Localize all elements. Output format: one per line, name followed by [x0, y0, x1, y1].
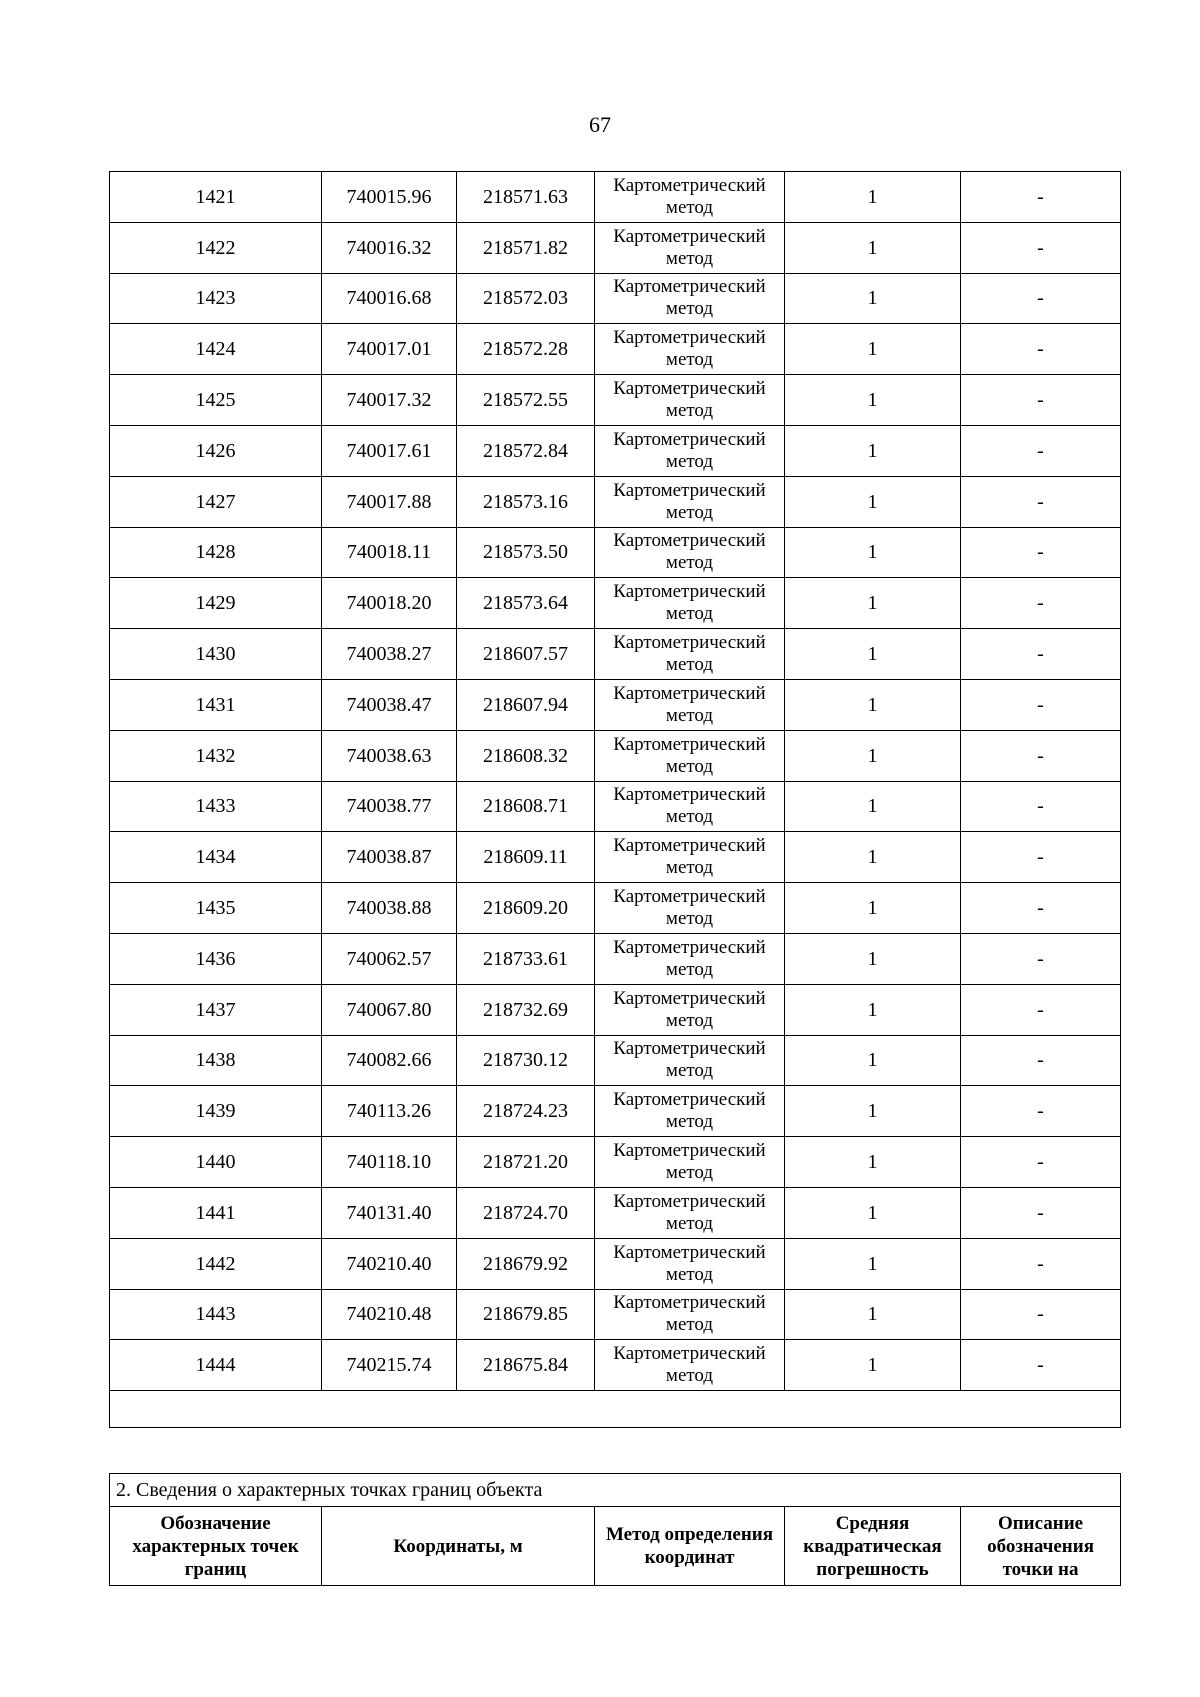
error-cell: 1 [785, 1238, 961, 1289]
table-row [110, 1086, 1121, 1137]
point-cell: 1437 [110, 984, 322, 1035]
y-coordinate-cell: 218724.70 [457, 1187, 595, 1238]
description-cell: - [961, 1086, 1121, 1137]
table-row [110, 679, 1121, 730]
error-cell: 1 [785, 527, 961, 578]
y-coordinate-cell: 218679.92 [457, 1238, 595, 1289]
description-cell: - [961, 1187, 1121, 1238]
description-cell: - [961, 629, 1121, 680]
x-coordinate-cell: 740038.77 [322, 781, 457, 832]
point-cell: 1432 [110, 730, 322, 781]
y-coordinate-cell: 218608.32 [457, 730, 595, 781]
x-coordinate-cell: 740118.10 [322, 1137, 457, 1188]
y-coordinate-cell: 218721.20 [457, 1137, 595, 1188]
description-cell: - [961, 679, 1121, 730]
empty-row [110, 1391, 1121, 1428]
point-cell: 1444 [110, 1340, 322, 1391]
y-coordinate-cell: 218571.63 [457, 172, 595, 223]
y-coordinate-cell: 218607.57 [457, 629, 595, 680]
y-coordinate-cell: 218679.85 [457, 1289, 595, 1340]
y-coordinate-cell: 218730.12 [457, 1035, 595, 1086]
method-cell: Картометрический метод [595, 1340, 785, 1391]
section-title: 2. Сведения о характерных точках границ объекта [110, 1474, 1121, 1507]
description-cell: - [961, 578, 1121, 629]
table-row [110, 1340, 1121, 1391]
error-cell: 1 [785, 1035, 961, 1086]
description-cell: - [961, 172, 1121, 223]
table-row [110, 476, 1121, 527]
method-cell: Картометрический метод [595, 578, 785, 629]
error-cell: 1 [785, 832, 961, 883]
description-cell: - [961, 1137, 1121, 1188]
table-row [110, 578, 1121, 629]
method-cell: Картометрический метод [595, 883, 785, 934]
description-cell: - [961, 324, 1121, 375]
x-coordinate-cell: 740016.68 [322, 273, 457, 324]
method-cell: Картометрический метод [595, 172, 785, 223]
header-coordinates: Координаты, м [322, 1507, 595, 1586]
description-cell: - [961, 984, 1121, 1035]
x-coordinate-cell: 740017.01 [322, 324, 457, 375]
point-cell: 1435 [110, 883, 322, 934]
table-row [110, 375, 1121, 426]
y-coordinate-cell: 218724.23 [457, 1086, 595, 1137]
method-cell: Картометрический метод [595, 1086, 785, 1137]
point-cell: 1427 [110, 476, 322, 527]
method-cell: Картометрический метод [595, 1289, 785, 1340]
table-row [110, 781, 1121, 832]
error-cell: 1 [785, 222, 961, 273]
error-cell: 1 [785, 1187, 961, 1238]
method-cell: Картометрический метод [595, 679, 785, 730]
boundary-points-table [109, 171, 1121, 1428]
x-coordinate-cell: 740038.88 [322, 883, 457, 934]
description-cell: - [961, 527, 1121, 578]
y-coordinate-cell: 218572.55 [457, 375, 595, 426]
point-cell: 1431 [110, 679, 322, 730]
y-coordinate-cell: 218609.11 [457, 832, 595, 883]
x-coordinate-cell: 740038.47 [322, 679, 457, 730]
point-cell: 1422 [110, 222, 322, 273]
x-coordinate-cell: 740038.87 [322, 832, 457, 883]
x-coordinate-cell: 740082.66 [322, 1035, 457, 1086]
table-row [110, 933, 1121, 984]
method-cell: Картометрический метод [595, 1187, 785, 1238]
table-row [110, 1187, 1121, 1238]
x-coordinate-cell: 740038.63 [322, 730, 457, 781]
x-coordinate-cell: 740017.88 [322, 476, 457, 527]
x-coordinate-cell: 740018.11 [322, 527, 457, 578]
x-coordinate-cell: 740038.27 [322, 629, 457, 680]
description-cell: - [961, 1289, 1121, 1340]
point-cell: 1440 [110, 1137, 322, 1188]
description-cell: - [961, 425, 1121, 476]
table-row [110, 324, 1121, 375]
method-cell: Картометрический метод [595, 933, 785, 984]
error-cell: 1 [785, 476, 961, 527]
y-coordinate-cell: 218573.64 [457, 578, 595, 629]
x-coordinate-cell: 740131.40 [322, 1187, 457, 1238]
x-coordinate-cell: 740017.61 [322, 425, 457, 476]
table-row [110, 425, 1121, 476]
section2-table [109, 1473, 1121, 1586]
x-coordinate-cell: 740113.26 [322, 1086, 457, 1137]
description-cell: - [961, 832, 1121, 883]
description-cell: - [961, 375, 1121, 426]
method-cell: Картометрический метод [595, 1035, 785, 1086]
method-cell: Картометрический метод [595, 324, 785, 375]
x-coordinate-cell: 740062.57 [322, 933, 457, 984]
table-row [110, 1035, 1121, 1086]
x-coordinate-cell: 740210.48 [322, 1289, 457, 1340]
error-cell: 1 [785, 1137, 961, 1188]
header-description: Описание обозначения точки на [961, 1507, 1121, 1586]
point-cell: 1425 [110, 375, 322, 426]
method-cell: Картометрический метод [595, 273, 785, 324]
error-cell: 1 [785, 984, 961, 1035]
error-cell: 1 [785, 679, 961, 730]
y-coordinate-cell: 218573.50 [457, 527, 595, 578]
table-row [110, 883, 1121, 934]
error-cell: 1 [785, 933, 961, 984]
description-cell: - [961, 273, 1121, 324]
x-coordinate-cell: 740016.32 [322, 222, 457, 273]
error-cell: 1 [785, 1340, 961, 1391]
method-cell: Картометрический метод [595, 781, 785, 832]
method-cell: Картометрический метод [595, 1238, 785, 1289]
point-cell: 1436 [110, 933, 322, 984]
page-number: 67 [589, 112, 611, 137]
error-cell: 1 [785, 730, 961, 781]
point-cell: 1442 [110, 1238, 322, 1289]
error-cell: 1 [785, 375, 961, 426]
method-cell: Картометрический метод [595, 629, 785, 680]
x-coordinate-cell: 740017.32 [322, 375, 457, 426]
point-cell: 1423 [110, 273, 322, 324]
method-cell: Картометрический метод [595, 984, 785, 1035]
error-cell: 1 [785, 425, 961, 476]
description-cell: - [961, 933, 1121, 984]
x-coordinate-cell: 740015.96 [322, 172, 457, 223]
point-cell: 1426 [110, 425, 322, 476]
error-cell: 1 [785, 324, 961, 375]
table-row [110, 1137, 1121, 1188]
header-error: Средняя квадратическая погрешность [785, 1507, 961, 1586]
description-cell: - [961, 781, 1121, 832]
table-row [110, 527, 1121, 578]
table-row [110, 984, 1121, 1035]
header-method: Метод определения координат [595, 1507, 785, 1586]
point-cell: 1443 [110, 1289, 322, 1340]
point-cell: 1439 [110, 1086, 322, 1137]
error-cell: 1 [785, 1086, 961, 1137]
method-cell: Картометрический метод [595, 832, 785, 883]
method-cell: Картометрический метод [595, 425, 785, 476]
table-row [110, 1289, 1121, 1340]
description-cell: - [961, 222, 1121, 273]
y-coordinate-cell: 218609.20 [457, 883, 595, 934]
description-cell: - [961, 730, 1121, 781]
error-cell: 1 [785, 781, 961, 832]
empty-cell [110, 1391, 1121, 1428]
table-row [110, 629, 1121, 680]
method-cell: Картометрический метод [595, 527, 785, 578]
y-coordinate-cell: 218573.16 [457, 476, 595, 527]
x-coordinate-cell: 740067.80 [322, 984, 457, 1035]
y-coordinate-cell: 218571.82 [457, 222, 595, 273]
header-point-designation: Обозначение характерных точек границ [110, 1507, 322, 1586]
table-row [110, 273, 1121, 324]
point-cell: 1433 [110, 781, 322, 832]
point-cell: 1430 [110, 629, 322, 680]
error-cell: 1 [785, 1289, 961, 1340]
error-cell: 1 [785, 273, 961, 324]
point-cell: 1441 [110, 1187, 322, 1238]
table-row [110, 1238, 1121, 1289]
error-cell: 1 [785, 629, 961, 680]
method-cell: Картометрический метод [595, 730, 785, 781]
x-coordinate-cell: 740210.40 [322, 1238, 457, 1289]
description-cell: - [961, 476, 1121, 527]
point-cell: 1424 [110, 324, 322, 375]
y-coordinate-cell: 218608.71 [457, 781, 595, 832]
point-cell: 1421 [110, 172, 322, 223]
table-row [110, 172, 1121, 223]
y-coordinate-cell: 218732.69 [457, 984, 595, 1035]
x-coordinate-cell: 740018.20 [322, 578, 457, 629]
point-cell: 1434 [110, 832, 322, 883]
table-row [110, 832, 1121, 883]
table-row [110, 222, 1121, 273]
error-cell: 1 [785, 578, 961, 629]
method-cell: Картометрический метод [595, 476, 785, 527]
y-coordinate-cell: 218572.28 [457, 324, 595, 375]
method-cell: Картометрический метод [595, 1137, 785, 1188]
point-cell: 1438 [110, 1035, 322, 1086]
point-cell: 1429 [110, 578, 322, 629]
y-coordinate-cell: 218572.03 [457, 273, 595, 324]
y-coordinate-cell: 218607.94 [457, 679, 595, 730]
error-cell: 1 [785, 172, 961, 223]
description-cell: - [961, 1340, 1121, 1391]
y-coordinate-cell: 218572.84 [457, 425, 595, 476]
y-coordinate-cell: 218733.61 [457, 933, 595, 984]
description-cell: - [961, 1238, 1121, 1289]
method-cell: Картометрический метод [595, 375, 785, 426]
point-cell: 1428 [110, 527, 322, 578]
table-row [110, 730, 1121, 781]
y-coordinate-cell: 218675.84 [457, 1340, 595, 1391]
method-cell: Картометрический метод [595, 222, 785, 273]
error-cell: 1 [785, 883, 961, 934]
description-cell: - [961, 883, 1121, 934]
x-coordinate-cell: 740215.74 [322, 1340, 457, 1391]
description-cell: - [961, 1035, 1121, 1086]
